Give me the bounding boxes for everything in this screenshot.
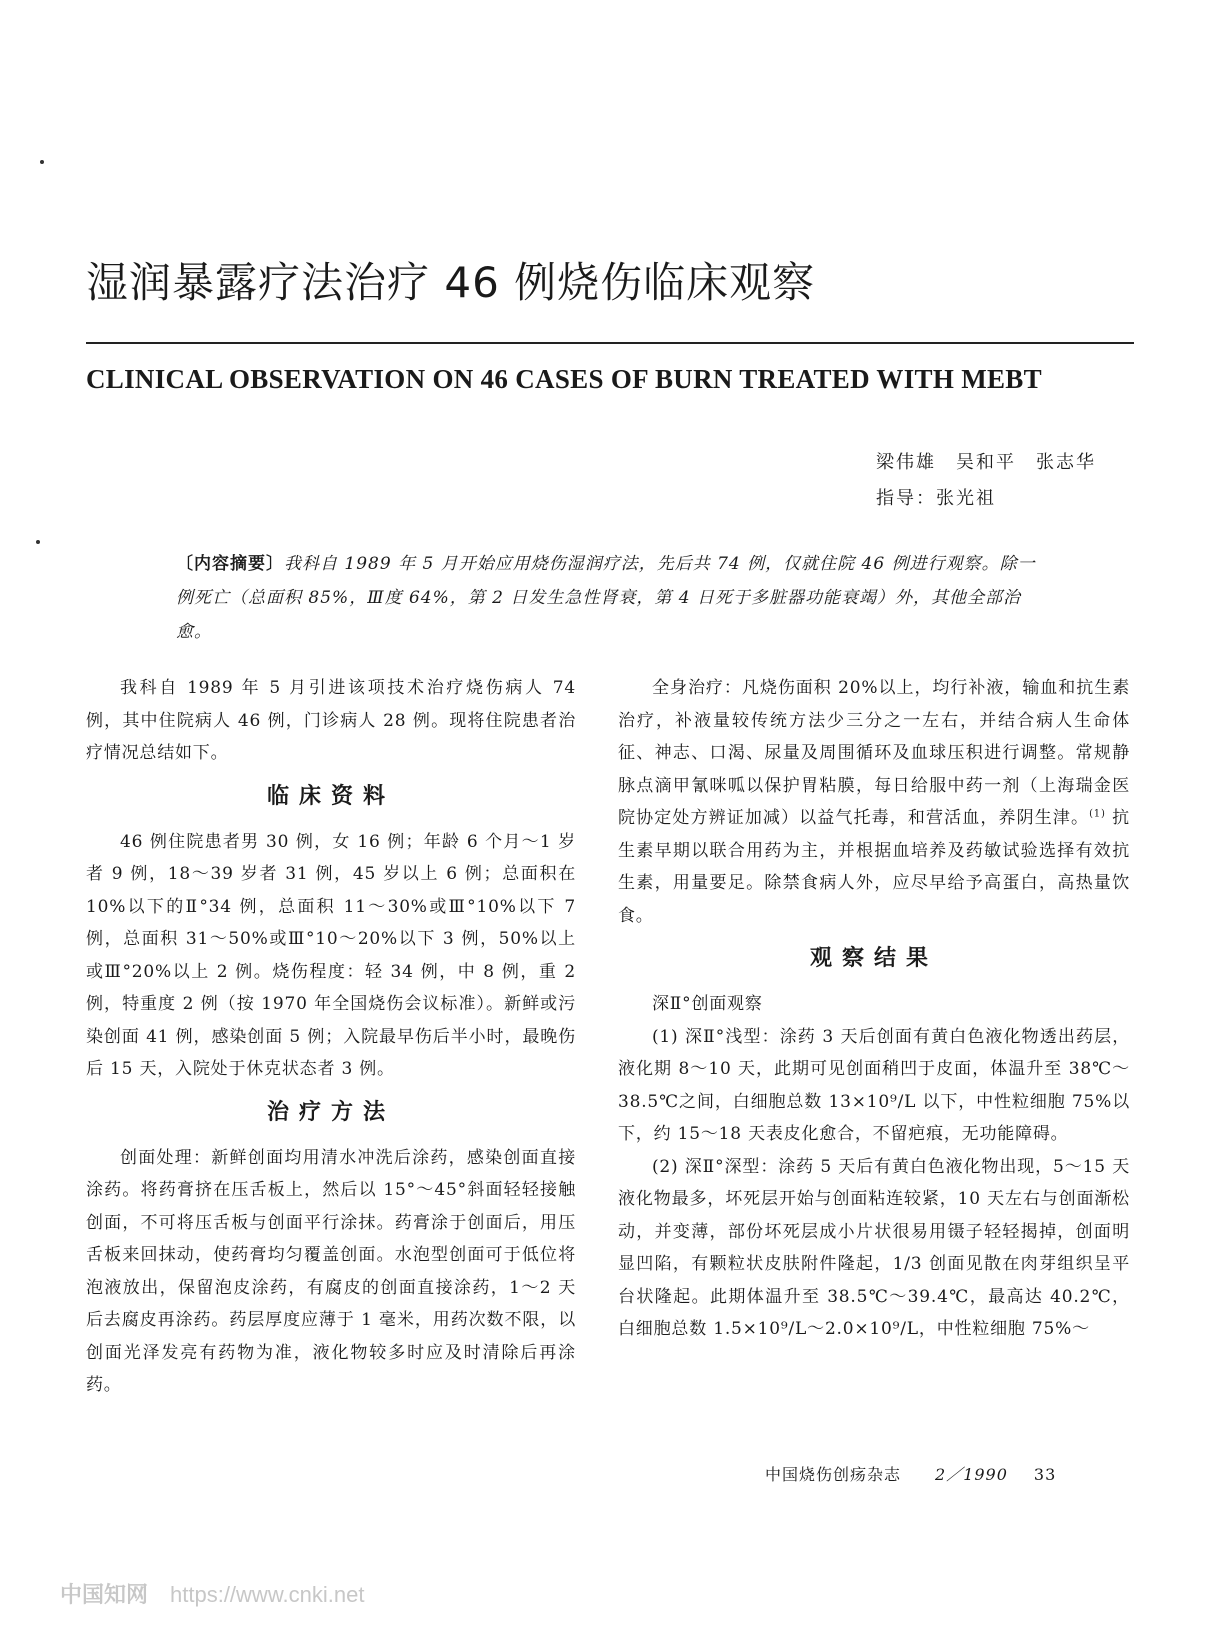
abstract: [176, 547, 1036, 649]
result-item-1: (1) 深Ⅱ°浅型：涂药 3 天后创面有黄白色液化物透出药层，液化期 8～10 天，此期可见创面稍凹于皮面，体温升至 38℃～38.5℃之间，白细胞总数 13×10⁹/L 以下，中性粒细胞 75%以下，约 15～18 天表皮化愈合，不留疤痕，无功能障碍。: [618, 1026, 1130, 1144]
page-title-en: CLINICAL OBSERVATION ON 46 CASES OF BURN TREATED WITH MEBT: [86, 364, 1042, 394]
left-column: [86, 672, 576, 1402]
results-subheading: 深Ⅱ°创面观察: [652, 994, 763, 1014]
intro-paragraph: 我科自 1989 年 5 月引进该项技术治疗烧伤病人 74 例，其中住院病人 46 例，门诊病人 28 例。现将住院患者治疗情况总结如下。: [86, 678, 576, 763]
section-heading-clinical-data: 临床资料: [266, 783, 395, 809]
section-heading-results: 观察结果: [809, 946, 938, 971]
title-rule: [86, 342, 1134, 344]
abstract-label: 〔内容摘要〕: [176, 554, 284, 574]
advisor: 指导：张光祖: [876, 488, 996, 509]
right-column: [618, 672, 1130, 1346]
page-footer: [765, 1462, 1056, 1485]
clinical-data-paragraph: 46 例住院患者男 30 例，女 16 例；年龄 6 个月～1 岁者 9 例，18～39 岁者 31 例，45 岁以上 6 例；总面积在 10%以下的Ⅱ°34 例，总面积 11～30%或Ⅲ°10%以下 7 例，总面积 31～50%或Ⅲ°10～20%以下 3 例，50%以上或Ⅲ°20%以上 2 例。烧伤程度：轻 34 例，中 8 例，重 2 例，特重度 2 例（按 1970 年全国烧伤会议标准）。新鲜或污染创面 41 例，感染创面 5 例；入院最早伤后半小时，最晚伤后 15 天，入院处于休克状态者 3 例。: [86, 831, 576, 1079]
issue-number: 2／1990: [935, 1465, 1008, 1484]
systemic-text-b: 抗生素早期以联合用药为主，并根据血培养及药敏试验选择有效抗生素，用量要足。除禁食病人外，应尽早给予高蛋白，高热量饮食。: [618, 808, 1130, 926]
section-heading-treatment: 治疗方法: [266, 1099, 395, 1125]
scan-speck: [36, 540, 40, 544]
result-item-2: (2) 深Ⅱ°深型：涂药 5 天后有黄白色液化物出现，5～15 天液化物最多，坏死层开始与创面粘连较紧，10 天左右与创面渐松动，并变薄，部份坏死层成小片状很易用镊子轻轻揭掉，创面明显凹陷，有颗粒状皮肤附件隆起，1/3 创面见散在肉芽组织呈平台状隆起。此期体温升至 38.5℃～39.4℃，最高达 40.2℃，白细胞总数 1.5×10⁹/L～2.0×10⁹/L，中性粒细胞 75%～: [618, 1156, 1130, 1339]
treatment-paragraph: 创面处理：新鲜创面均用清水冲洗后涂药，感染创面直接涂药。将药膏挤在压舌板上，然后以 15°～45°斜面轻轻接触创面，不可将压舌板与创面平行涂抹。药膏涂于创面后，用压舌板来回抹动，使药膏均匀覆盖创面。水泡型创面可于低位将泡液放出，保留泡皮涂药，有腐皮的创面直接涂药，1～2 天后去腐皮再涂药。药层厚度应薄于 1 毫米，用药次数不限，以创面光泽发亮有药物为准，液化物较多时应及时清除后再涂药。: [86, 1147, 576, 1395]
systemic-treatment-paragraph: [618, 672, 1130, 932]
cnki-logo: 中国知网: [60, 1582, 149, 1607]
page-title-cn: 湿润暴露疗法治疗 46 例烧伤临床观察: [86, 258, 816, 307]
journal-name: 中国烧伤创疡杂志: [765, 1465, 902, 1484]
cnki-watermark: [60, 1578, 364, 1609]
abstract-text: 我科自 1989 年 5 月开始应用烧伤湿润疗法，先后共 74 例，仅就住院 46 例进行观察。除一例死亡（总面积 85%，Ⅲ度 64%，第 2 日发生急性肾衰，第 4 日死于多脏器功能衰竭）外，其他全部治愈。: [176, 554, 1036, 642]
reference-marker: (1): [1089, 808, 1106, 820]
systemic-text-a: 全身治疗：凡烧伤面积 20%以上，均行补液，输血和抗生素治疗，补液量较传统方法少三分之一左右，并结合病人生命体征、神志、口渴、尿量及周围循环及血球压积进行调整。常规静脉点滴甲氰咪呱以保护胃粘膜，每日给服中药一剂（上海瑞金医院协定处方辨证加减）以益气托毒，和营活血，养阴生津。: [618, 678, 1130, 828]
authors: 梁伟雄 吴和平 张志华: [876, 452, 1096, 473]
page-number: 33: [1033, 1465, 1057, 1484]
cnki-url: https://www.cnki.net: [170, 1582, 365, 1607]
scan-speck: [40, 160, 44, 164]
